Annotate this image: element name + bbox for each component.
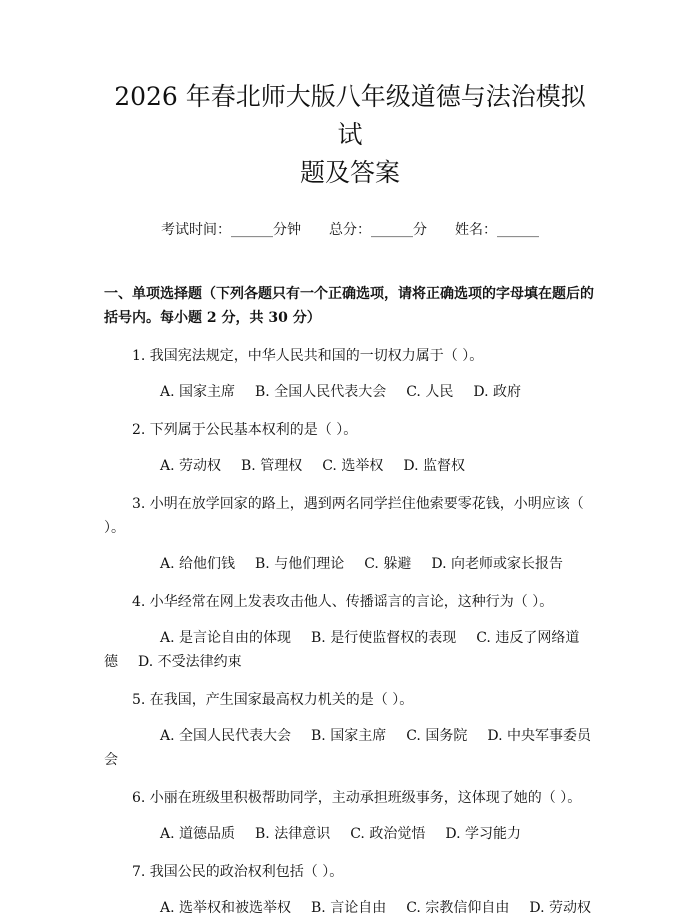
exam-title-line-2: 题及答案: [299, 158, 400, 187]
question-7-option-c: C. 宗教信仰自由: [406, 900, 510, 916]
question-5-option-d: D. 中央军事委员会: [104, 728, 591, 768]
total-score-field: 总分：______分: [329, 222, 427, 238]
question-5-options: [104, 724, 596, 772]
question-6-stem: 6. 小丽在班级里积极帮助同学，主动承担班级事务，这体现了她的（ ）。: [132, 790, 582, 806]
question-6-options: [104, 822, 596, 846]
question-1-options: [104, 380, 596, 404]
question-1-option-c: C. 人民: [406, 384, 454, 400]
exam-title: [104, 78, 596, 192]
question-6-option-a: A. 道德品质: [160, 826, 236, 842]
question-2-stem: 2. 下列属于公民基本权利的是（ ）。: [132, 422, 358, 438]
question-4-stem: 4. 小华经常在网上发表攻击他人、传播谣言的言论，这种行为（ ）。: [132, 594, 554, 610]
question-3-option-c: C. 躲避: [364, 556, 412, 572]
question-3-option-a: A. 给他们钱: [160, 556, 236, 572]
student-name-field: 姓名：______: [455, 222, 539, 238]
question-3-option-d: D. 向老师或家长报告: [431, 556, 563, 572]
question-7-options: [104, 896, 596, 920]
question-3-option-b: B. 与他们理论: [255, 556, 345, 572]
question-3-stem: 3. 小明在放学回家的路上，遇到两名同学拦住他索要零花钱，小明应该（ ）。: [104, 496, 584, 536]
question-4-option-c: C. 违反了网络道德: [104, 630, 580, 670]
question-1-option-a: A. 国家主席: [160, 384, 236, 400]
question-2-option-c: C. 选举权: [322, 458, 384, 474]
question-5-stem: 5. 在我国，产生国家最高权力机关的是（ ）。: [132, 692, 414, 708]
question-4-options: [104, 626, 596, 674]
question-3-options: [104, 552, 596, 576]
question-4-option-d: D. 不受法律约束: [138, 654, 242, 670]
question-1-option-d: D. 政府: [473, 384, 521, 400]
question-1-option-b: B. 全国人民代表大会: [255, 384, 387, 400]
question-6-option-c: C. 政治觉悟: [350, 826, 426, 842]
question-4-option-a: A. 是言论自由的体现: [160, 630, 292, 646]
question-2-options: [104, 454, 596, 478]
question-7-option-b: B. 言论自由: [311, 900, 387, 916]
question-5-option-a: A. 全国人民代表大会: [160, 728, 292, 744]
question-2-option-d: D. 监督权: [403, 458, 465, 474]
question-7-option-a: A. 选举权和被选举权: [160, 900, 292, 916]
question-6-option-d: D. 学习能力: [445, 826, 521, 842]
exam-title-line-1: 2026 年春北师大版八年级道德与法治模拟试: [114, 82, 586, 149]
question-6-option-b: B. 法律意识: [255, 826, 331, 842]
question-2-option-a: A. 劳动权: [160, 458, 222, 474]
section-heading-single-choice: 一、单项选择题（下列各题只有一个正确选项，请将正确选项的字母填在题后的括号内。每小题 2 分，共 30 分）: [104, 286, 594, 326]
question-5-option-b: B. 国家主席: [311, 728, 387, 744]
question-2-option-b: B. 管理权: [241, 458, 303, 474]
exam-meta: [104, 220, 596, 240]
question-5-option-c: C. 国务院: [406, 728, 468, 744]
question-7-option-d: D. 劳动权: [529, 900, 591, 916]
question-list: [104, 344, 596, 920]
exam-time-field: 考试时间：______分钟: [161, 222, 301, 238]
question-4-option-b: B. 是行使监督权的表现: [311, 630, 457, 646]
question-1-stem: 1. 我国宪法规定，中华人民共和国的一切权力属于（ ）。: [132, 348, 484, 364]
question-7-stem: 7. 我国公民的政治权利包括（ ）。: [132, 864, 344, 880]
